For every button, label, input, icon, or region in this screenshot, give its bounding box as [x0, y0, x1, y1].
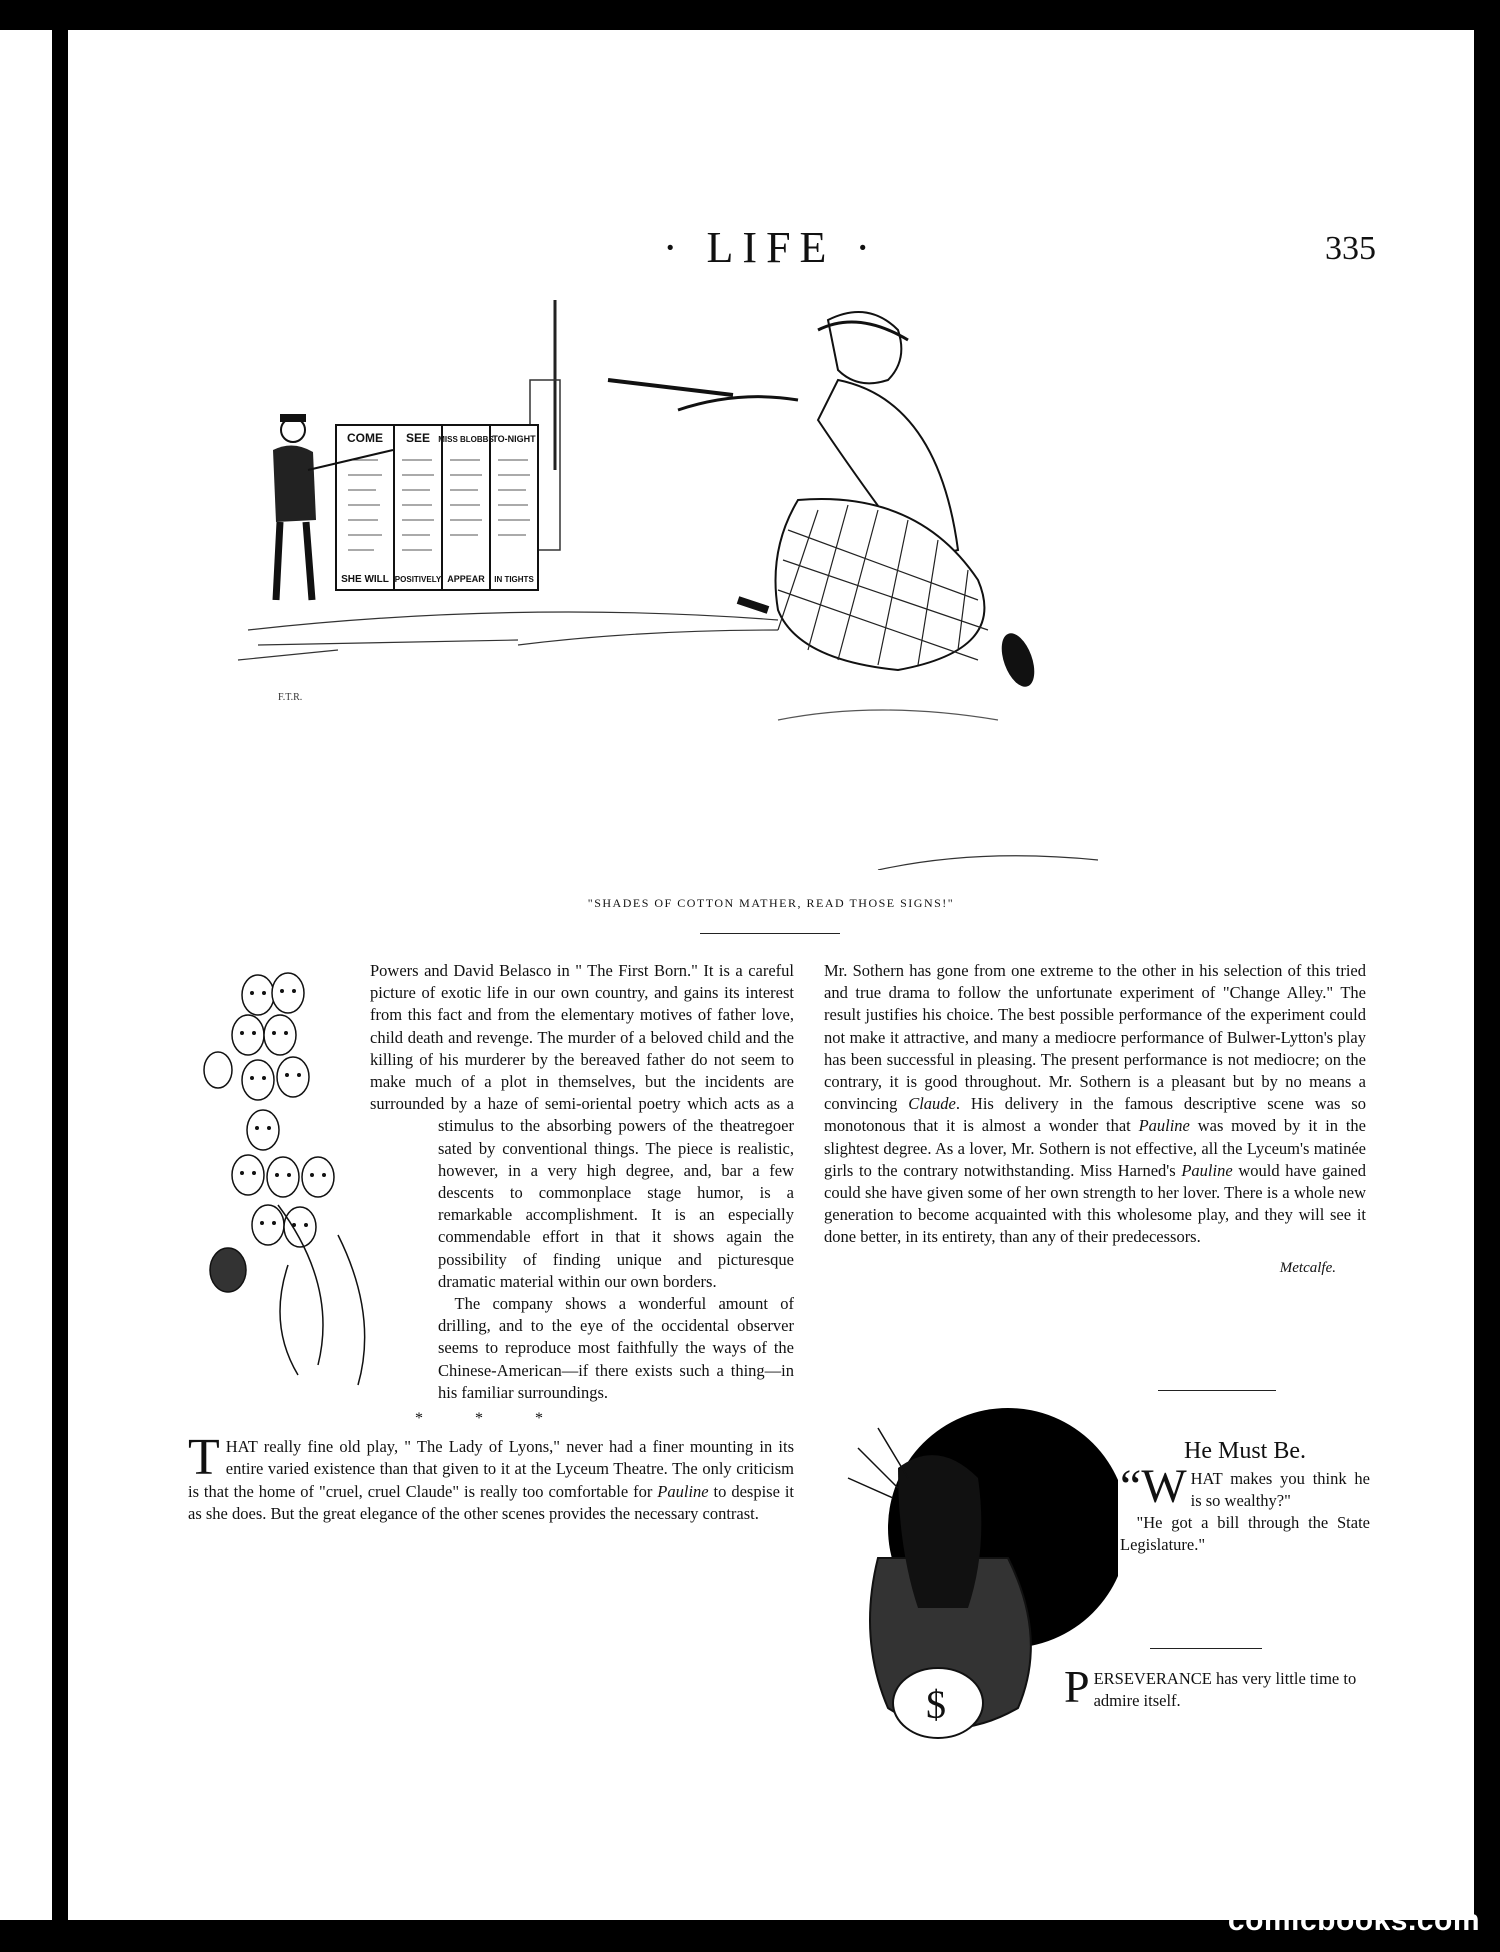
site-watermark: comicbooks.com — [1227, 1904, 1480, 1937]
sign-see: SEE — [405, 431, 431, 445]
review-end-rule — [1158, 1390, 1276, 1391]
perseverance-quip: PERSEVERANCE has very little time to admire itself. — [1064, 1661, 1357, 1712]
running-woman-figure — [608, 312, 1041, 720]
sign-positively: POSITIVELY — [394, 575, 442, 584]
joke-he-must-be — [1120, 1440, 1370, 1556]
sign-appear: APPEAR — [447, 574, 485, 584]
cartoon-illustration — [218, 300, 1348, 870]
joke-title: He Must Be. — [1184, 1438, 1306, 1464]
right-column — [824, 960, 1366, 1279]
cartoon-caption: "SHADES OF COTTON MATHER, READ THOSE SIGNS!" — [587, 896, 955, 910]
drop-cap-w: “W — [1120, 1460, 1187, 1513]
facing-page-edge — [0, 30, 52, 1920]
author-signature: Metcalfe. — [1279, 1259, 1336, 1276]
svg-text:$: $ — [926, 1682, 946, 1727]
svg-text:F.T.R.: F.T.R. — [278, 692, 303, 703]
sign-come: COME — [347, 431, 383, 445]
masthead-title: · LIFE · — [662, 223, 880, 272]
left-column — [188, 960, 794, 1525]
article-paragraph-lady-of-lyons: THAT really fine old play, " The Lady of Lyons," never had a finer mounting in its entire varied existence than that given to it at the Lyceum Theatre. The only criticism is that the home of "cruel, cruel Claude" is really too comfortable for Pauline to despise it as she does. But the great elegance of the other scenes provides the necessary contrast. — [188, 1429, 794, 1523]
sign-miss-blobbs: MISS BLOBBS — [438, 435, 494, 444]
joke-answer: "He got a bill through the State Legislature." — [1120, 1513, 1370, 1554]
joke-question: “W HAT makes you think he is so wealthy?" — [1120, 1460, 1370, 1513]
article-paragraph-sothern: Mr. Sothern has gone from one extreme to the other in his selection of this tried and true drama to follow the unfortunate experiment of "Change Alley." The result justifies his choice. The best possible performance of the experiment could not make it attractive, and many a mediocre performance of Bulwer-Lytton's play has been successful in pleasing. The present performance is not mediocre; on the contrary, it is good throughout. Mr. Sothern is a pleasant but by no means a convincing Claude. His delivery in the famous descriptive scene was so monotonous that it is almost a wonder that Pauline was moved by it in the slightest degree. As a lover, Mr. Sothern is not effective, all the Lyceum's matinée girls to the contrary notwithstanding. Miss Harned's Pauline would have gained could she have given some of her own strength to her lover. There is a whole new generation to become acquainted with this wholesome play, and they will see it done better, in its entirety, than any of their predecessors. — [824, 961, 1366, 1247]
caption-rule — [700, 933, 840, 934]
sign-tonight: TO-NIGHT — [492, 434, 536, 444]
sign-she-will: SHE WILL — [341, 574, 389, 585]
drop-cap-p: P — [1064, 1661, 1090, 1712]
magazine-page — [68, 30, 1474, 1920]
section-divider-stars: * * * — [415, 1410, 567, 1428]
joke-end-rule — [1150, 1648, 1262, 1649]
page-number: 335 — [1325, 230, 1376, 267]
drop-cap-t: T — [188, 1429, 220, 1487]
article-paragraph-company: The company shows a wonderful amount of drilling, and to the eye of the occidental observer seems to reproduce most faithfully the ways of the Chinese-American—if there exists such a thing—in his familiar surroundings. — [438, 1294, 794, 1402]
article-paragraph-first-born: Powers and David Belasco in " The First Born." It is a careful picture of exotic life in our own country, and gains its interest from this fact and from the elementary motives of father love, child death and revenge. The murder of a beloved child and the killing of his murderer by the bereaved father do not seem to make much of a plot in themselves, but the incidents are surrounded by a haze of semi-oriental poetry which acts as a stimulus to the absorbing powers of the theatregoer sated by conventional things. The piece is realistic, however, in a very high degree, and, bar a few descents to commonplace stage humor, is a remarkable accomplishment. It is an especially commendable effort in that it shows again the possibility of finding unique and picturesque dramatic material within our own borders. — [370, 961, 794, 1291]
sign-in-tights: IN TIGHTS — [494, 575, 534, 584]
